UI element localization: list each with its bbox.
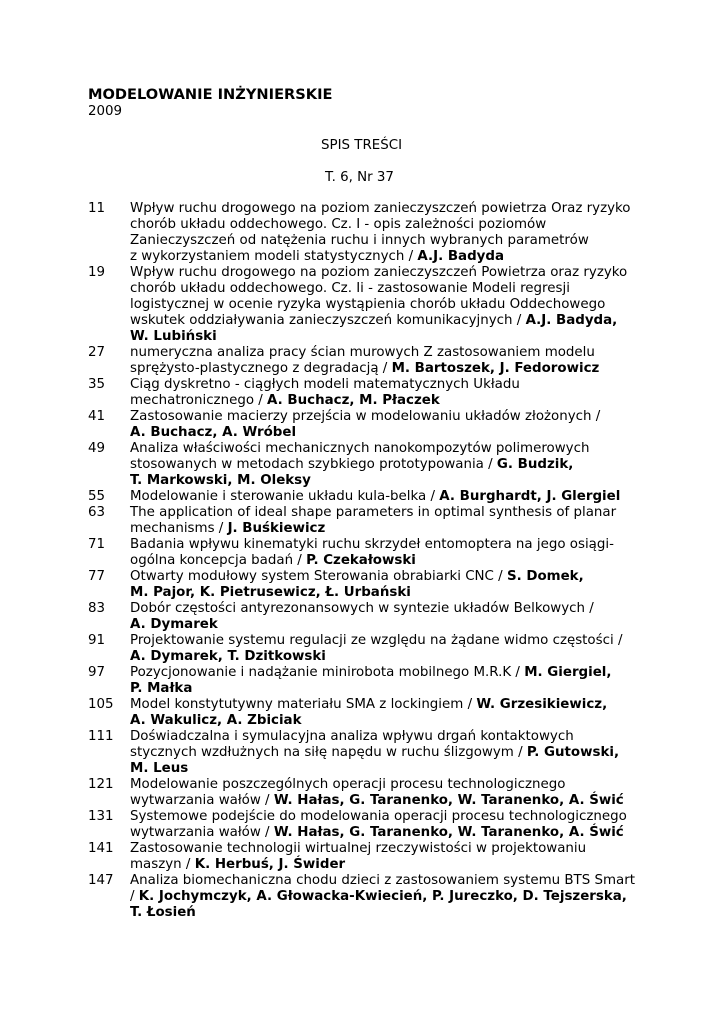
- toc-entry-title: Zastosowanie macierzy przejścia w modelowaniu układów złożonych /: [130, 409, 601, 424]
- toc-entry-text: [130, 537, 648, 569]
- toc-entry-authors: P. Czekałowski: [306, 553, 416, 568]
- toc-entry-title: Model konstytutywny materiału SMA z lockingiem /: [130, 697, 477, 712]
- toc-entry-page: 35: [88, 377, 106, 392]
- toc-entry-text: [130, 569, 648, 601]
- toc-entry-text: [130, 777, 648, 809]
- toc-entry: [88, 777, 648, 809]
- toc-entry-authors: P. Gutowski, M. Leus: [130, 745, 620, 776]
- toc-entry-authors: M. Giergiel, P. Małka: [130, 665, 612, 696]
- toc-entry-page: 111: [88, 729, 114, 744]
- toc-entry-title: Modelowanie poszczególnych operacji procesu technologicznego wytwarzania wałów /: [130, 777, 566, 808]
- toc-entry-page: 97: [88, 665, 106, 680]
- toc-entry: [88, 601, 648, 633]
- toc-entry-text: [130, 665, 648, 697]
- toc-entry-text: [130, 697, 648, 729]
- toc-entry: [88, 489, 648, 505]
- toc-entry-title: Wpływ ruchu drogowego na poziom zanieczyszczeń Powietrza oraz ryzyko chorób układu oddechowego. Cz. Ii - zastosowanie Modeli regresji logistycznej w ocenie ryzyka wystąpienia chorób układu Oddechowego wskutek oddziaływania zanieczyszczeń komunikacyjnych /: [130, 265, 628, 328]
- toc-entry-title: Modelowanie i sterowanie układu kula-belka /: [130, 489, 440, 504]
- toc-entry-page: 121: [88, 777, 114, 792]
- toc-entry-title: Ciąg dyskretno - ciągłych modeli matematycznych Układu mechatronicznego /: [130, 377, 520, 408]
- toc-entry-authors: K. Jochymczyk, A. Głowacka-Kwiecień, P. Jureczko, D. Tejszerska, T. Łosień: [130, 889, 627, 920]
- toc-entry-page: 105: [88, 697, 114, 712]
- toc-entry: [88, 873, 648, 921]
- toc-entry-authors: K. Herbuś, J. Świder: [194, 857, 346, 872]
- toc-entry-authors: J. Buśkiewicz: [227, 521, 326, 536]
- toc-entry: [88, 265, 648, 345]
- toc-entry-page: 71: [88, 537, 106, 552]
- toc-entry-page: 11: [88, 201, 106, 216]
- toc-entry-authors: S. Domek, M. Pajor, K. Pietrusewicz, Ł. Urbański: [130, 569, 584, 600]
- toc-entry-authors: A.J. Badyda: [417, 249, 504, 264]
- toc-entry-page: 19: [88, 265, 106, 280]
- toc-entry-text: [130, 873, 648, 921]
- toc-entry-title: Zastosowanie technologii wirtualnej rzeczywistości w projektowaniu maszyn /: [130, 841, 587, 872]
- toc-entry-authors: A. Burghardt, J. Glergiel: [439, 489, 621, 504]
- toc-entry-authors: M. Bartoszek, J. Fedorowicz: [391, 361, 600, 376]
- toc-entry-text: [130, 489, 648, 505]
- toc-entry: [88, 409, 648, 441]
- toc-entry-authors: A. Dymarek, T. Dzitkowski: [130, 649, 326, 664]
- toc-entry-text: [130, 265, 648, 345]
- toc-entry-title: Doświadczalna i symulacyjna analiza wpływu drgań kontaktowych stycznych wzdłużnych na siłę napędu w ruchu ślizgowym /: [130, 729, 574, 760]
- toc-entry-title: The application of ideal shape parameters in optimal synthesis of planar mechanisms /: [130, 505, 617, 536]
- toc-entry-text: [130, 409, 648, 441]
- toc-entry-authors: A. Dymarek: [130, 617, 218, 632]
- toc-entry-text: [130, 441, 648, 489]
- toc-entry: [88, 665, 648, 697]
- toc-entry: [88, 809, 648, 841]
- toc-entry-authors: G. Budzik, T. Markowski, M. Oleksy: [130, 457, 574, 488]
- toc-entry-authors: W. Grzesikiewicz, A. Wakulicz, A. Zbiciak: [130, 697, 608, 728]
- toc-entry-authors: W. Hałas, G. Taranenko, W. Taranenko, A. Świć: [273, 793, 624, 808]
- toc-entry: [88, 377, 648, 409]
- toc-entry: [88, 537, 648, 569]
- toc-entry-text: [130, 809, 648, 841]
- toc-entry-authors: W. Hałas, G. Taranenko, W. Taranenko, A. Świć: [273, 825, 624, 840]
- toc-entry-text: [130, 377, 648, 409]
- toc-entry-text: [130, 201, 648, 265]
- toc-entry-title: Analiza właściwości mechanicznych nanokompozytów polimerowych stosowanych w metodach szybkiego prototypowania /: [130, 441, 590, 472]
- toc-heading-text: SPIS TREŚCI: [321, 138, 403, 153]
- toc-entry-title: Otwarty modułowy system Sterowania obrabiarki CNC /: [130, 569, 507, 584]
- toc-entry-page: 77: [88, 569, 106, 584]
- toc-entry: [88, 441, 648, 489]
- toc-entry-title: Pozycjonowanie i nadążanie minirobota mobilnego M.R.K /: [130, 665, 525, 680]
- toc-entry-title: Projektowanie systemu regulacji ze względu na żądane widmo częstości /: [130, 633, 623, 648]
- toc-entry-page: 147: [88, 873, 114, 888]
- toc-entry: [88, 633, 648, 665]
- toc-entry-page: 131: [88, 809, 114, 824]
- toc-entry-authors: A. Buchacz, M. Płaczek: [267, 393, 440, 408]
- toc-entry-title: Wpływ ruchu drogowego na poziom zanieczyszczeń powietrza Oraz ryzyko chorób układu oddechowego. Cz. I - opis zależności poziomów Zanieczyszczeń od natężenia ruchu i innych wybranych parametrów z wykorzystaniem modeli statystycznych /: [130, 201, 631, 264]
- toc-list: [88, 201, 648, 921]
- toc-entry-text: [130, 345, 648, 377]
- toc-entry: [88, 841, 648, 873]
- toc-volume-text: T. 6, Nr 37: [325, 170, 394, 185]
- toc-entry-text: [130, 601, 648, 633]
- toc-entry-title: Dobór częstości antyrezonansowych w syntezie układów Belkowych /: [130, 601, 594, 616]
- toc-entry-page: 55: [88, 489, 106, 504]
- toc-entry: [88, 729, 648, 777]
- toc-entry-authors: A. Buchacz, A. Wróbel: [130, 425, 297, 440]
- toc-entry-page: 27: [88, 345, 106, 360]
- toc-entry-title: Systemowe podejście do modelowania operacji procesu technologicznego wytwarzania wałów /: [130, 809, 627, 840]
- toc-entry: [88, 505, 648, 537]
- toc-entry-page: 41: [88, 409, 106, 424]
- toc-entry: [88, 201, 648, 265]
- toc-entry-title: Analiza biomechaniczna chodu dzieci z zastosowaniem systemu BTS Smart /: [130, 873, 635, 904]
- toc-entry-text: [130, 505, 648, 537]
- toc-entry-page: 91: [88, 633, 106, 648]
- toc-entry-title: Badania wpływu kinematyki ruchu skrzydeł entomoptera na jego osiągi- ogólna koncepcja badań /: [130, 537, 614, 568]
- toc-entry-page: 49: [88, 441, 106, 456]
- toc-entry: [88, 569, 648, 601]
- toc-entry-text: [130, 633, 648, 665]
- toc-entry-text: [130, 841, 648, 873]
- toc-entry: [88, 697, 648, 729]
- toc-entry-authors: A.J. Badyda, W. Lubiński: [130, 313, 618, 344]
- toc-entry-page: 83: [88, 601, 106, 616]
- toc-entry-page: 141: [88, 841, 114, 856]
- toc-entry: [88, 345, 648, 377]
- toc-entry-text: [130, 729, 648, 777]
- journal-title: MODELOWANIE INŻYNIERSKIE: [88, 86, 333, 103]
- toc-entry-page: 63: [88, 505, 106, 520]
- journal-year: 2009: [88, 104, 123, 119]
- toc-entry-title: numeryczna analiza pracy ścian murowych Z zastosowaniem modelu sprężysto-plastycznego z degradacją /: [130, 345, 595, 376]
